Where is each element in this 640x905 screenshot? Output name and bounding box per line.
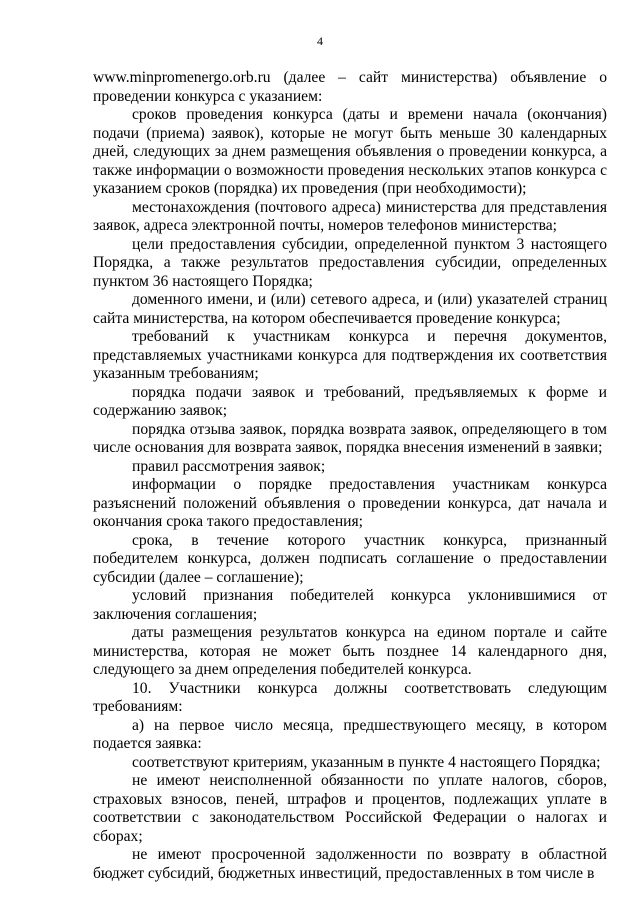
paragraph-criteria: соответствуют критериям, указанным в пункте 4 настоящего Порядка; <box>132 753 601 771</box>
page-number: 4 <box>317 34 323 48</box>
paragraph-deadlines: сроков проведения конкурса (даты и времени начала (окончания) подачи (приема) заявок), которые не могут быть меньше 30 календарных дней, следующих за днем размещения объявления о проведении конкурса, а также информации о возможности проведения нескольких этапов конкурса с указанием сроков (порядка) их проведения (при необходимости); <box>93 106 607 197</box>
paragraph-announcement-intro: www.minpromenergo.orb.ru (далее – сайт министерства) объявление о проведении конкурса с указанием: <box>93 69 607 105</box>
paragraph-subsection-a: а) на первое число месяца, предшествующего месяцу, в котором подается заявка: <box>93 716 607 752</box>
paragraph-review-rules: правил рассмотрения заявок; <box>132 457 326 475</box>
paragraph-results-date: даты размещения результатов конкурса на едином портале и сайте министерства, которая не может быть позднее 14 календарного дня, следующего за днем определения победителей конкурса. <box>93 624 607 678</box>
paragraph-withdrawal-procedure: порядка отзыва заявок, порядка возврата заявок, определяющего в том числе основания для возврата заявок, порядка внесения изменений в заявки; <box>93 420 607 456</box>
paragraph-evasion-conditions: условий признания победителей конкурса уклонившимися от заключения соглашения; <box>93 587 607 623</box>
paragraph-section-10: 10. Участники конкурса должны соответствовать следующим требованиям: <box>93 679 607 715</box>
paragraph-clarifications: информации о порядке предоставления участникам конкурса разъяснений положений объявления о проведении конкурса, дат начала и окончания срока такого предоставления; <box>93 476 607 530</box>
paragraph-participant-requirements: требований к участникам конкурса и перечня документов, представляемых участниками конкурса для подтверждения их соответствия указанным требованиям; <box>93 328 607 382</box>
paragraph-application-procedure: порядка подачи заявок и требований, предъявляемых к форме и содержанию заявок; <box>93 383 607 419</box>
paragraph-subsidy-goals: цели предоставления субсидии, определенной пунктом 3 настоящего Порядка, а также результатов предоставления субсидии, определенных пунктом 36 настоящего Порядка; <box>93 235 607 290</box>
paragraph-signing-deadline: срока, в течение которого участник конкурса, признанный победителем конкурса, должен подписать соглашение о предоставлении субсидии (далее – соглашение); <box>93 531 607 586</box>
paragraph-no-tax-debt: не имеют неисполненной обязанности по уплате налогов, сборов, страховых взносов, пеней, штрафов и процентов, подлежащих уплате в соответствии с законодательством Российской Федерации о налогах и сборах; <box>93 772 607 845</box>
paragraph-location: местонахождения (почтового адреса) министерства для представления заявок, адреса электронной почты, номеров телефонов министерства; <box>93 198 607 234</box>
paragraph-domain-name: доменного имени, и (или) сетевого адреса, и (или) указателей страниц сайта министерства, на котором обеспечивается проведение конкурса; <box>93 291 607 327</box>
document-body <box>93 69 607 883</box>
paragraph-no-overdue-debt: не имеют просроченной задолженности по возврату в областной бюджет субсидий, бюджетных инвестиций, предоставленных в том числе в <box>93 846 607 882</box>
